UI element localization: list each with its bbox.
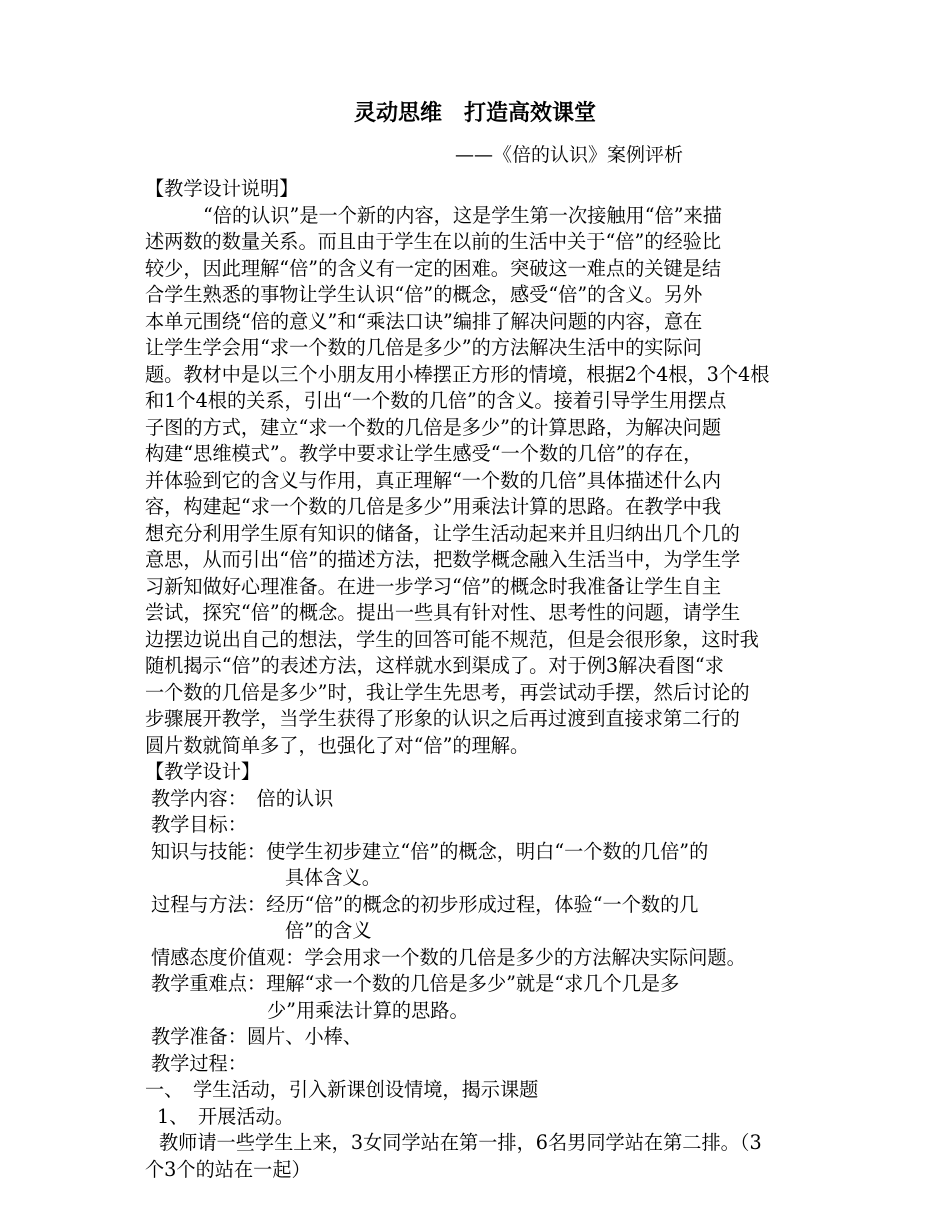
teaching-key-points: 教学重难点：理解“求一个数的几倍是多少”就是“求几个几是多 <box>151 972 680 995</box>
paragraph-line: 较少，因此理解“倍”的含义有一定的困难。突破这一难点的关键是结 <box>145 256 722 280</box>
paragraph-line: 一个数的几倍是多少”时，我让学生先思考，再尝试动手摆，然后讨论的 <box>145 680 750 704</box>
paragraph-line: 意思，从而引出“倍”的描述方法，把数学概念融入生活当中，为学生学 <box>145 548 741 571</box>
paragraph-line: 习新知做好心理准备。在进一步学习“倍”的概念时我准备让学生自主 <box>145 574 722 598</box>
activity-description: 教师请一些学生上来，3女同学站在第一排，6名男同学站在第二排。（3 <box>159 1131 762 1154</box>
paragraph-line: 容，构建起“求一个数的几倍是多少”用乘法计算的思路。在教学中我 <box>145 495 722 518</box>
goal-emotion-attitude: 情感态度价值观：学会用求一个数的几倍是多少的方法解决实际问题。 <box>151 945 746 969</box>
paragraph-line: 和1个4根的关系，引出“一个数的几倍”的含义。接着引导学生用摆点 <box>145 389 727 412</box>
goal-knowledge-skill: 知识与技能：使学生初步建立“倍”的概念，明白“一个数的几倍”的 <box>151 839 709 863</box>
goal-process-method: 过程与方法：经历“倍”的概念的初步形成过程，体验“一个数的几 <box>151 892 699 916</box>
section-heading-design: 【教学设计】 <box>145 760 261 783</box>
teaching-process-heading: 教学过程： <box>151 1051 247 1075</box>
paragraph-line: 题。教材中是以三个小朋友用小棒摆正方形的情境，根据2个4根，3个4根 <box>145 362 770 386</box>
document-title: 灵动思维 打造高效课堂 <box>353 101 596 126</box>
goal-knowledge-skill-cont: 具体含义。 <box>285 866 381 889</box>
paragraph-line: 本单元围绕“倍的意义”和“乘法口诀”编排了解决问题的内容，意在 <box>145 309 703 333</box>
teaching-preparation: 教学准备：圆片、小棒、 <box>151 1025 363 1048</box>
paragraph-line: 尝试，探究“倍”的概念。提出一些具有针对性、思考性的问题，请学生 <box>145 601 741 624</box>
paragraph-line: 想充分利用学生原有知识的储备，让学生活动起来并且归纳出几个几的 <box>145 521 740 545</box>
paragraph-line: “倍的认识”是一个新的内容，这是学生第一次接触用“倍”来描 <box>203 203 722 227</box>
goal-process-method-cont: 倍”的含义 <box>285 919 372 942</box>
process-step-1: 一、 学生活动，引入新课创设情境，揭示课题 <box>145 1078 539 1101</box>
paragraph-line: 构建“思维模式”。教学中要求让学生感受“一个数的几倍”的存在， <box>145 442 703 465</box>
teaching-key-points-cont: 少”用乘法计算的思路。 <box>267 998 469 1022</box>
paragraph-line: 边摆边说出自己的想法，学生的回答可能不规范，但是会很形象，这时我 <box>145 627 759 651</box>
document-body <box>145 176 817 1183</box>
process-step-1-1: 1、 开展活动。 <box>157 1104 294 1128</box>
paragraph-line: 随机揭示“倍”的表述方法，这样就水到渠成了。对于例3解决看图“求 <box>145 654 724 677</box>
teaching-goal-heading: 教学目标： <box>151 813 247 836</box>
paragraph-line: 合学生熟悉的事物让学生认识“倍”的概念，感受“倍”的含义。另外 <box>145 283 703 306</box>
paragraph-line: 述两数的数量关系。而且由于学生在以前的生活中关于“倍”的经验比 <box>145 230 722 253</box>
paragraph-line: 步骤展开教学，当学生获得了形象的认识之后再过渡到直接求第二行的 <box>145 707 740 730</box>
paragraph-line: 圆片数就简单多了，也强化了对“倍”的理解。 <box>145 733 530 757</box>
activity-description-cont: 个3个的站在一起） <box>145 1157 311 1181</box>
paragraph-line: 让学生学会用“求一个数的几倍是多少”的方法解决生活中的实际问 <box>145 336 702 359</box>
document-subtitle: ——《倍的认识》案例评析 <box>455 144 684 166</box>
section-heading-design-notes: 【教学设计说明】 <box>145 177 299 200</box>
teaching-content: 教学内容： 倍的认识 <box>151 786 334 810</box>
paragraph-line: 并体验到它的含义与作用，真正理解“一个数的几倍”具体描述什么内 <box>145 468 722 492</box>
paragraph-line: 子图的方式，建立“求一个数的几倍是多少”的计算思路，为解决问题 <box>145 415 722 439</box>
